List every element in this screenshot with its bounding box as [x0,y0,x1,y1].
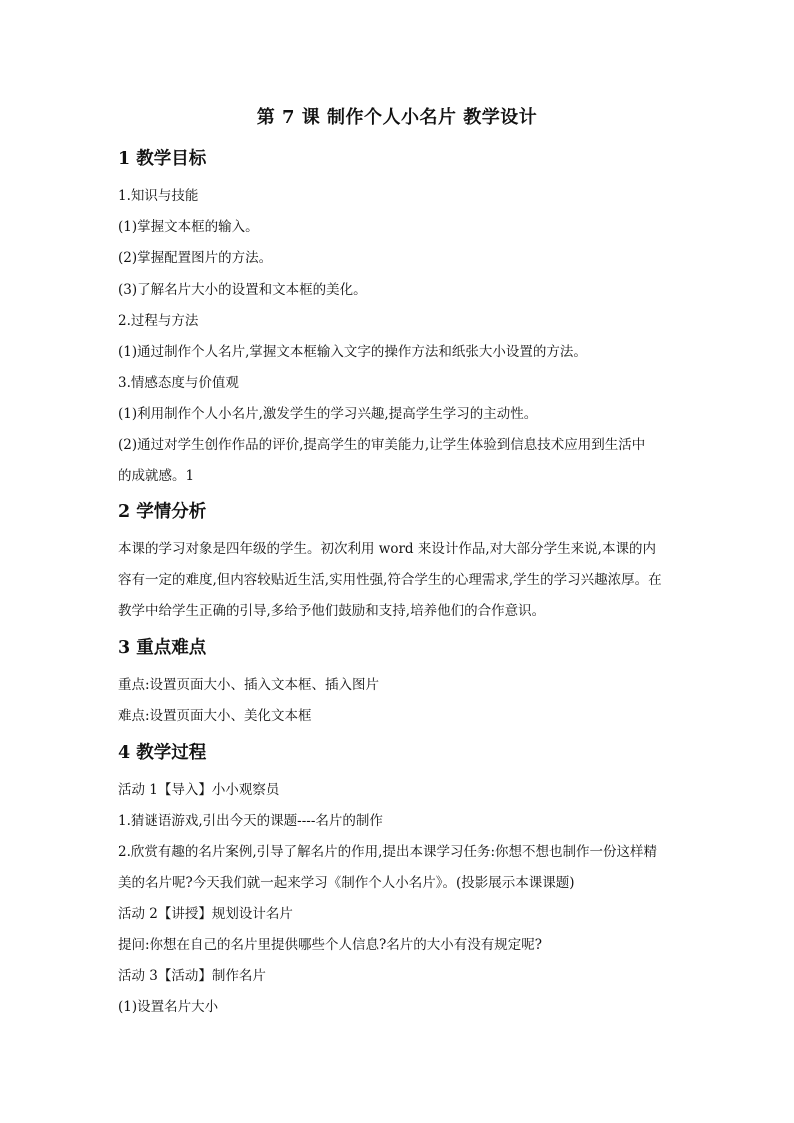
paragraph-line: 提问:你想在自己的名片里提供哪些个人信息?名片的大小有没有规定呢? [118,937,543,953]
paragraph-line: 活动 3【活动】制作名片 [118,968,266,984]
paragraph-line: 美的名片呢?今天我们就一起来学习《制作个人小名片》。(投影展示本课课题) [118,875,575,891]
paragraph-line: 的成就感。1 [118,468,195,484]
paragraph-line: (1)通过制作个人名片,掌握文本框输入文字的操作方法和纸张大小设置的方法。 [118,344,587,360]
section-heading-teaching-goals: 1 教学目标 [118,149,207,169]
paragraph-line: (2)掌握配置图片的方法。 [118,250,273,266]
paragraph-line: (1)利用制作个人小名片,激发学生的学习兴趣,提高学生学习的主动性。 [118,406,538,422]
paragraph-line: 本课的学习对象是四年级的学生。初次利用 word 来设计作品,对大部分学生来说,本课的内 [118,541,656,557]
paragraph-line: 重点:设置页面大小、插入文本框、插入图片 [118,677,380,693]
paragraph-line: (1)掌握文本框的输入。 [118,219,259,235]
section-heading-student-analysis: 2 学情分析 [118,502,207,522]
paragraph-line: 教学中给学生正确的引导,多给予他们鼓励和支持,培养他们的合作意识。 [118,603,546,619]
paragraph-line: 2.欣赏有趣的名片案例,引导了解名片的作用,提出本课学习任务:你想不想也制作一份这样精 [118,844,658,860]
paragraph-line: 3.情感态度与价值观 [118,375,239,391]
paragraph-line: 1.知识与技能 [118,188,199,204]
paragraph-line: 2.过程与方法 [118,313,199,329]
paragraph-line: 活动 1【导入】小小观察员 [118,782,280,798]
section-heading-teaching-process: 4 教学过程 [118,743,207,763]
paragraph-line: (1)设置名片大小 [118,999,219,1015]
paragraph-line: 1.猜谜语游戏,引出今天的课题----名片的制作 [118,813,383,829]
paragraph-line: (2)通过对学生创作作品的评价,提高学生的审美能力,让学生体验到信息技术应用到生活中 [118,437,646,453]
document-title: 第 7 课 制作个人小名片 教学设计 [256,107,538,128]
paragraph-line: 活动 2【讲授】规划设计名片 [118,906,293,922]
paragraph-line: 难点:设置页面大小、美化文本框 [118,708,312,724]
paragraph-line: (3)了解名片大小的设置和文本框的美化。 [118,282,367,298]
section-heading-key-points: 3 重点难点 [118,638,207,658]
paragraph-line: 容有一定的难度,但内容较贴近生活,实用性强,符合学生的心理需求,学生的学习兴趣浓厚。在 [118,572,662,588]
